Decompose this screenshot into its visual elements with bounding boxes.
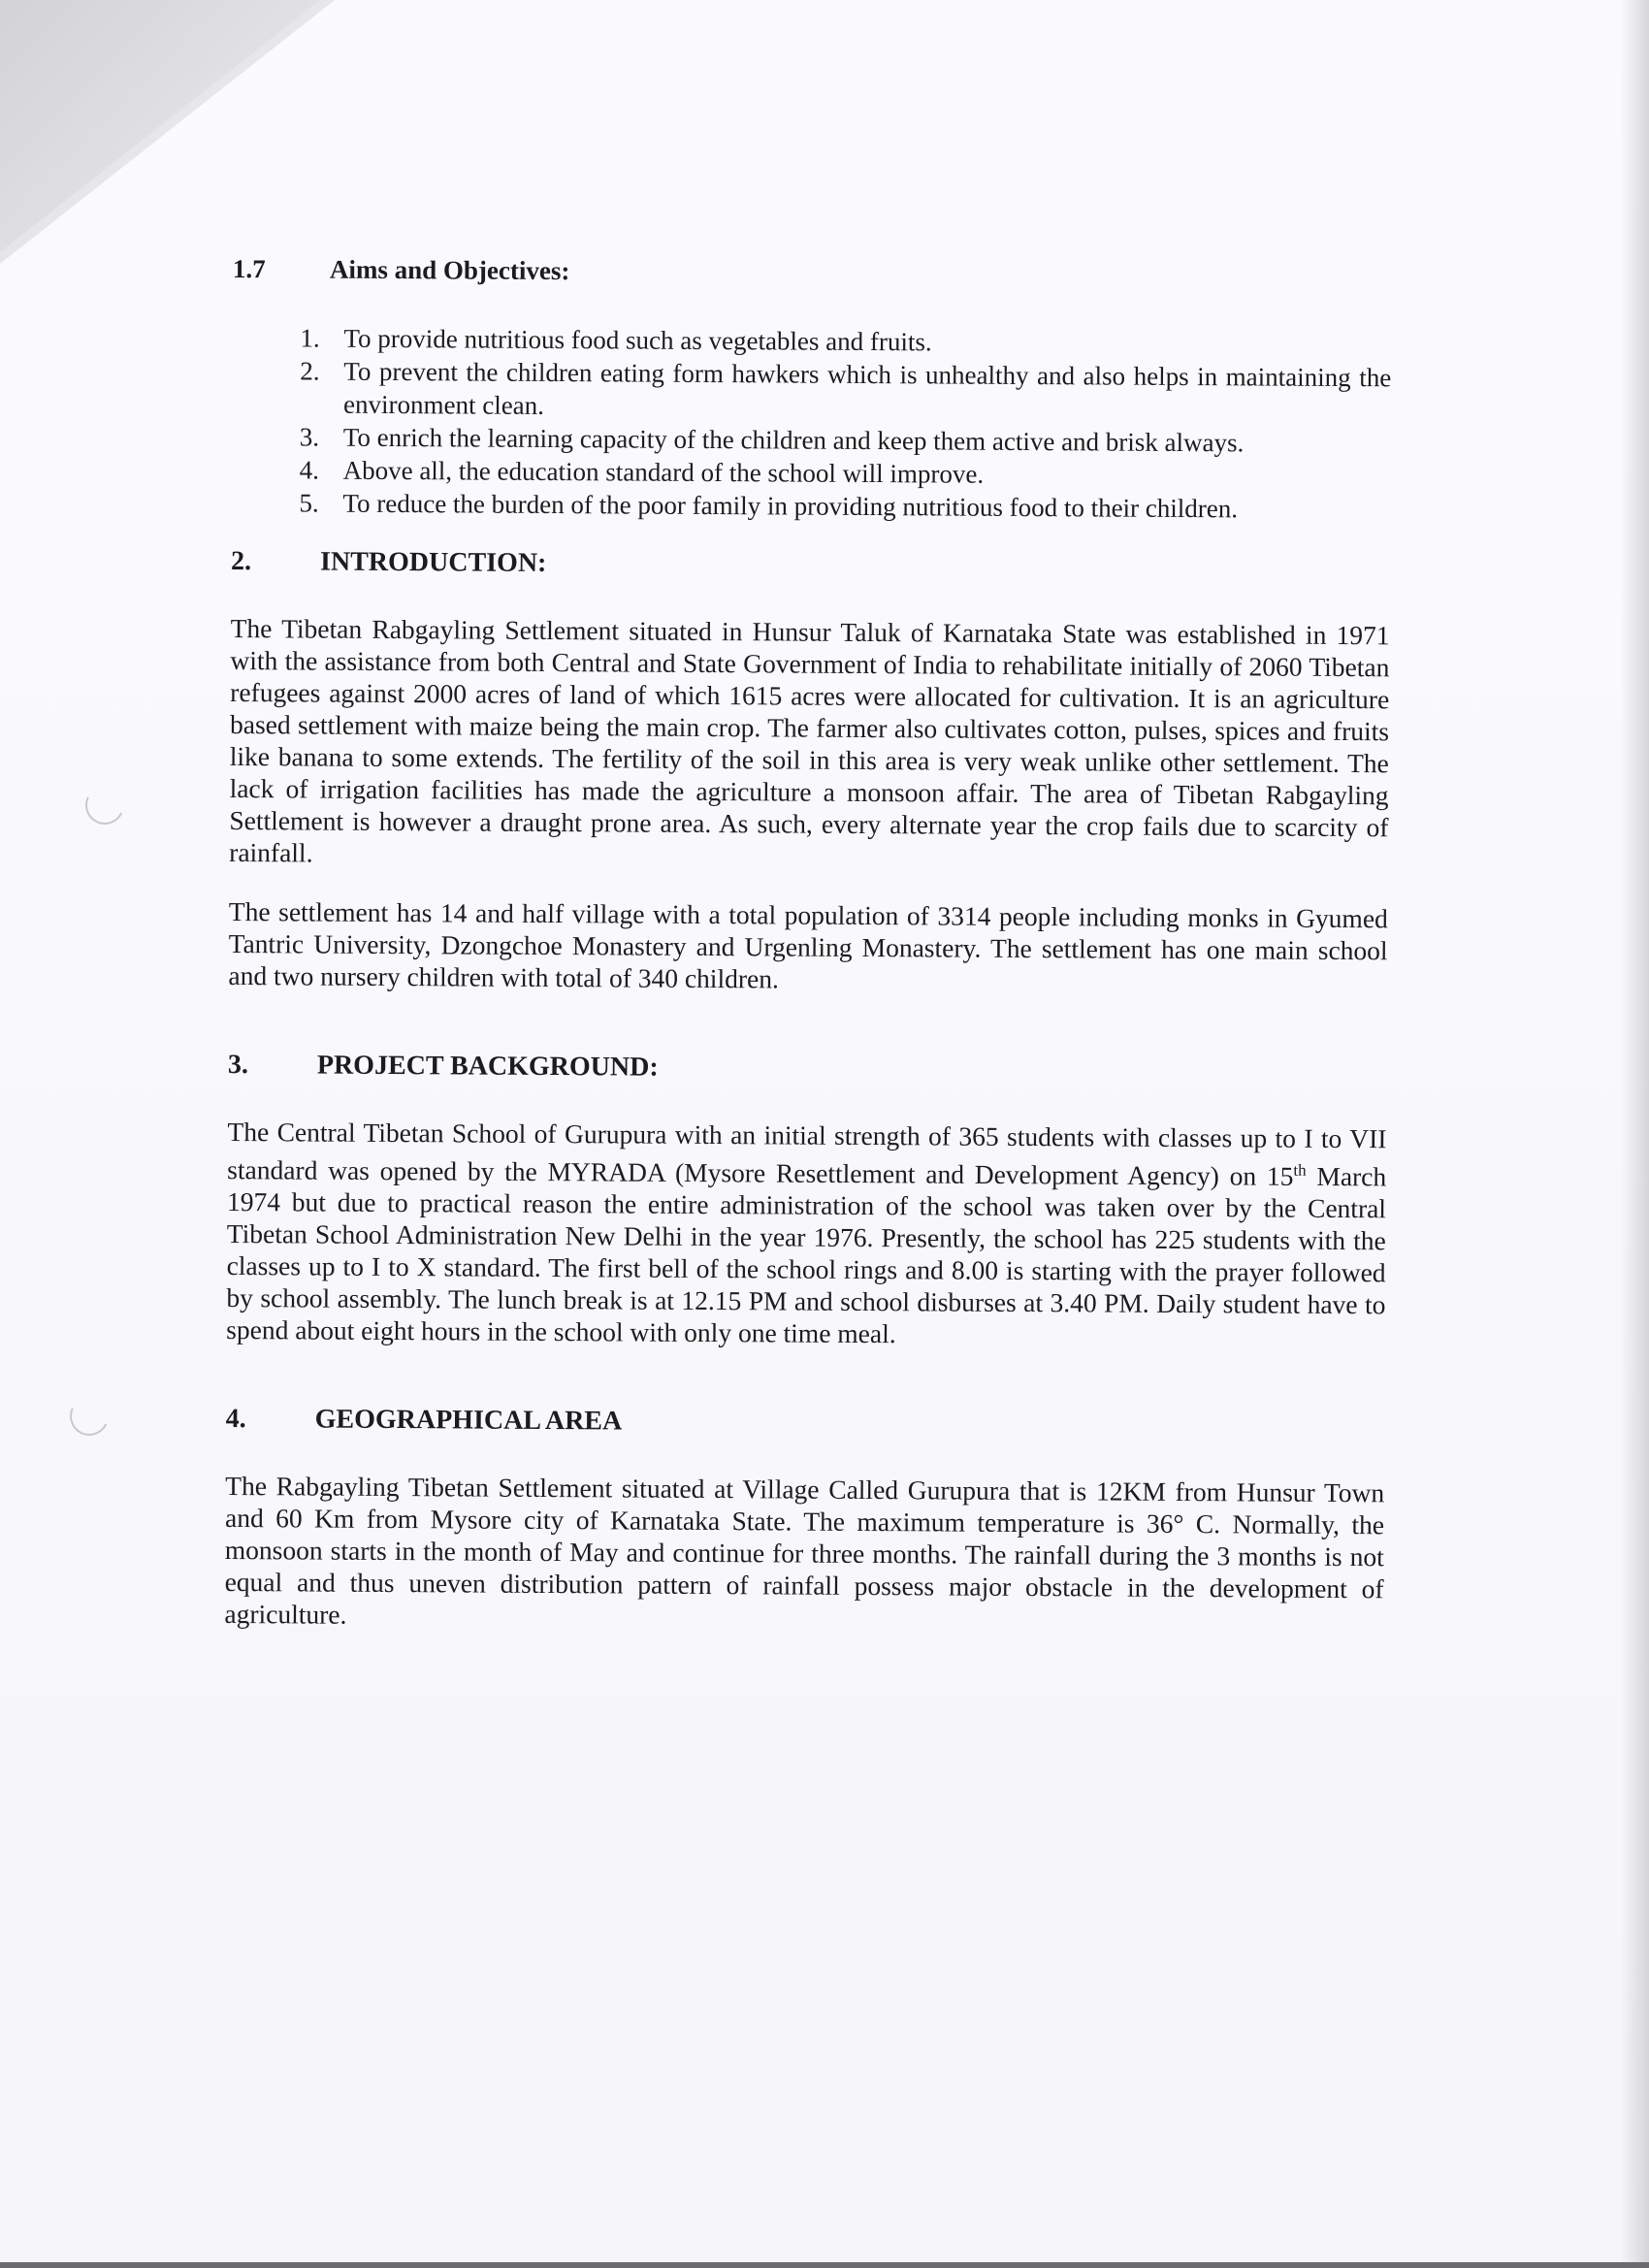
paragraph: The settlement has 14 and half village with a total population of 3314 people including monks in Gyumed Tantric University, Dzongchoe Monastery and Urgenling Monastery. The settlement has one main school and two nursery children with total of 340 children. [228, 895, 1388, 994]
list-marker: 5. [299, 488, 319, 518]
list-item-text: To enrich the learning capacity of the children and keep them active and brisk always. [342, 422, 1245, 458]
superscript: th [1293, 1160, 1307, 1180]
paragraph-text: The Central Tibetan School of Gurupura with an initial strength of 365 students with classes up to I to VII standard was opened by the MYRADA (Mysore Resettlement and Development Agency) on 15 [227, 1116, 1387, 1191]
list-marker: 3. [299, 422, 320, 452]
section-title: PROJECT BACKGROUND: [316, 1050, 659, 1083]
section-number: 2. [230, 545, 252, 577]
page-edge-shadow [1620, 0, 1649, 2268]
list-marker: 2. [300, 356, 320, 386]
list-item-text: To prevent the children eating form hawkers which is unhealthy and also helps in maintaining the environment clean. [342, 356, 1392, 420]
section-number: 1.7 [232, 254, 266, 284]
page-bottom-edge [0, 2262, 1649, 2268]
paragraph-text: March 1974 but due to practical reason the entire administration of the school was taken over by the Central Tibetan School Administration New Delhi in the year 1976. Presently, the school has 225 students with the classes up to I to X standard. The first bell of the school rings and 8.00 is starting with the prayer followed by school assembly. The lunch break is at 12.15 PM and school disburses at 3.40 PM. Daily student have to spend about eight hours in the school with only one time meal. [226, 1160, 1387, 1349]
section-title: GEOGRAPHICAL AREA [314, 1404, 623, 1437]
paragraph: The Tibetan Rabgayling Settlement situated in Hunsur Taluk of Karnataka State was established in 1971 with the assistance from both Central and State Government of India to rehabilitate initially of 2060 Tibetan refugees against 2000 acres of land of which 1615 acres were allocated for cultivation. It is an agriculture based settlement with maize being the main crop. The farmer also cultivates cotton, pulses, spices and fruits like banana to some extends. The fertility of the soil in this area is very weak unlike other settlement. The lack of irrigation facilities has made the agriculture a monsoon affair. The area of Tibetan Rabgayling Settlement is however a draught prone area. As such, every alternate year the crop fails due to scarcity of rainfall. [229, 612, 1390, 868]
list-item-text: Above all, the education standard of the school will improve. [342, 455, 985, 489]
folded-corner [0, 0, 320, 252]
section-title: Aims and Objectives: [329, 254, 570, 286]
list-marker: 1. [300, 323, 320, 353]
list-item [299, 487, 1390, 527]
punch-hole-icon [64, 1391, 113, 1441]
list-marker: 4. [299, 455, 319, 485]
section-heading-aims [233, 254, 1392, 291]
paragraph: The Rabgayling Tibetan Settlement situated at Village Called Gurupura that is 12KM from Hunsur Town and 60 Km from Mysore city of Karnataka State. The maximum temperature is 36° C. Normally, the monsoon starts in the month of May and continue for three months. The rainfall during the 3 months is not equal and thus uneven distribution pattern of rainfall possess major obstacle in the development of agriculture. [224, 1471, 1385, 1630]
punch-hole-icon [80, 780, 129, 829]
paragraph [226, 1116, 1386, 1352]
section-number: 4. [225, 1404, 246, 1435]
section-number: 3. [227, 1049, 248, 1081]
document-body [224, 254, 1392, 1636]
section-title: INTRODUCTION: [319, 546, 547, 578]
list-item-text: To reduce the burden of the poor family in providing nutritious food to their children. [342, 488, 1239, 524]
objectives-list [231, 321, 1391, 526]
list-item-text: To provide nutritious food such as vegetables and fruits. [343, 323, 932, 357]
list-item [300, 355, 1392, 428]
